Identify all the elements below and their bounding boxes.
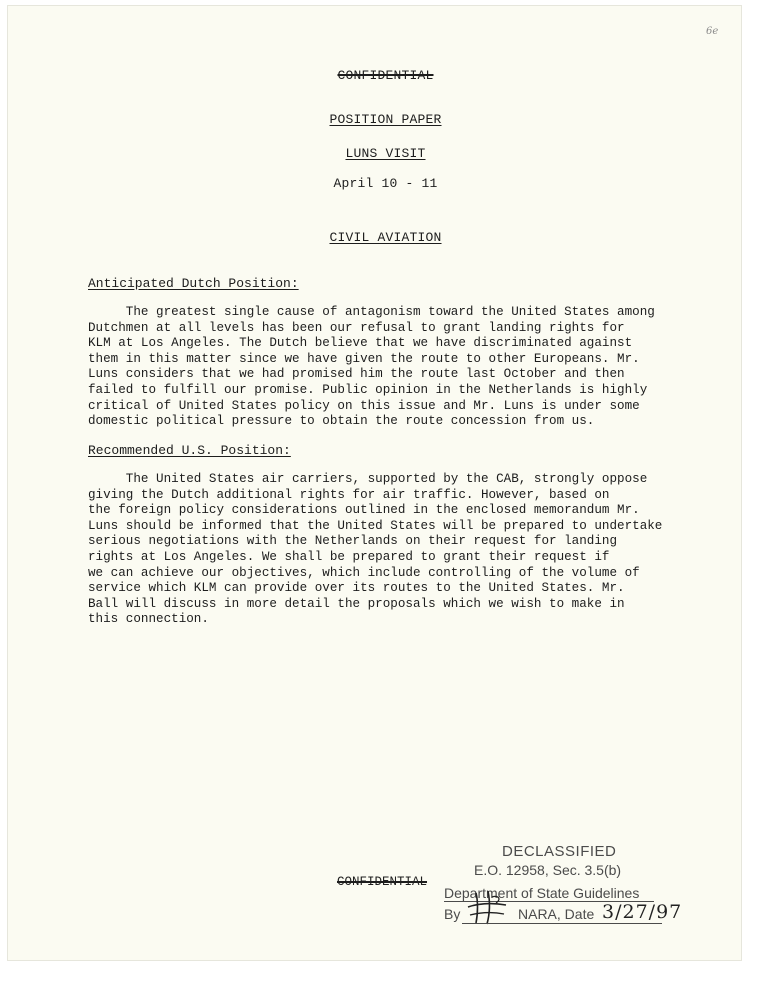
document-date: April 10 - 11 <box>333 176 438 191</box>
paragraph-line: this connection. <box>88 612 209 627</box>
stamp-by-label: By <box>444 906 461 922</box>
footer-classification: CONFIDENTIAL <box>337 875 428 889</box>
stamp-date-value: 3/27/97 <box>602 901 683 923</box>
paragraph-line: we can achieve our objectives, which include controlling of the volume of <box>88 565 640 580</box>
paragraph-line: The greatest single cause of antagonism toward the United States among <box>88 305 655 319</box>
document-topic: CIVIL AVIATION <box>329 230 442 245</box>
signature-icon <box>466 887 508 927</box>
stamp-guidelines: Department of State Guidelines <box>444 885 640 901</box>
paragraph-line: critical of United States policy on this issue and Mr. Luns is under some <box>88 398 640 413</box>
paragraph-line: domestic political pressure to obtain the route concession from us. <box>88 414 595 429</box>
document-title: POSITION PAPER <box>329 112 442 127</box>
paragraph-line: Luns considers that we had promised him the route last October and then <box>88 367 625 382</box>
paragraph-line: Luns should be informed that the United States will be prepared to undertake <box>88 518 663 533</box>
paragraph-line: KLM at Los Angeles. The Dutch believe that we have discriminated against <box>88 336 633 351</box>
paragraph-line: rights at Los Angeles. We shall be prepared to grant their request if <box>88 549 610 564</box>
paragraph-line: them in this matter since we have given the route to other Europeans. Mr. <box>88 351 640 366</box>
paragraph-line: serious negotiations with the Netherlands on their request for landing <box>88 534 618 549</box>
stamp-authority: E.O. 12958, Sec. 3.5(b) <box>474 862 622 878</box>
stamp-signature-line <box>462 923 662 924</box>
paragraph-line: failed to fulfill our promise. Public opinion in the Netherlands is highly <box>88 382 648 397</box>
section-heading-dutch-position: Anticipated Dutch Position: <box>88 276 299 291</box>
document-subtitle: LUNS VISIT <box>345 146 426 161</box>
stamp-declassified: DECLASSIFIED <box>502 843 617 860</box>
paragraph-line: The United States air carriers, supported by the CAB, strongly oppose <box>88 472 648 486</box>
paragraph-line: Dutchmen at all levels has been our refusal to grant landing rights for <box>88 320 625 335</box>
paragraph-line: the foreign policy considerations outlined in the enclosed memorandum Mr. <box>88 503 640 518</box>
section-heading-us-position: Recommended U.S. Position: <box>88 443 291 458</box>
paragraph-line: service which KLM can provide over its routes to the United States. Mr. <box>88 581 625 596</box>
paragraph-dutch-position <box>88 305 674 430</box>
header-classification: CONFIDENTIAL <box>337 68 434 83</box>
paragraph-line: Ball will discuss in more detail the proposals which we wish to make in <box>88 596 625 611</box>
paragraph-line: giving the Dutch additional rights for air traffic. However, based on <box>88 487 610 502</box>
corner-page-mark: 6e <box>706 26 719 37</box>
stamp-nara-date-label: NARA, Date <box>518 906 595 922</box>
paragraph-us-position <box>88 472 674 628</box>
